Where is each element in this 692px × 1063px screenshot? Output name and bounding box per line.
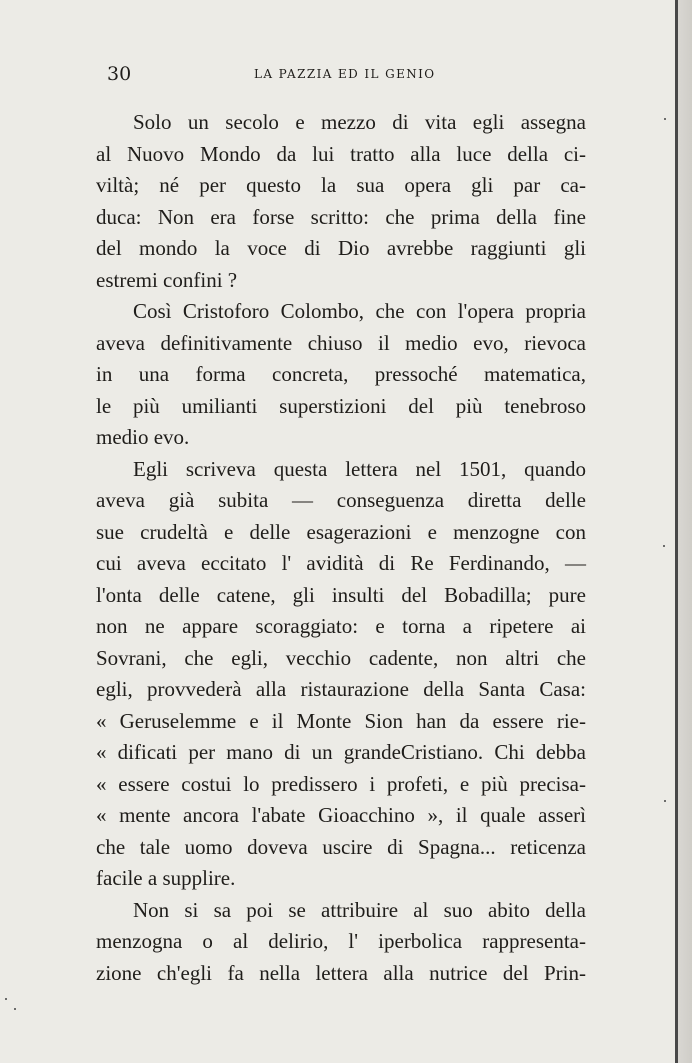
speck-mark: [663, 545, 665, 547]
page-edge-shadow: [678, 0, 692, 1063]
text-line: cui aveva eccitato l' avidità di Re Ferdinando, —: [96, 551, 586, 575]
text-line: zione ch'egli fa nella lettera alla nutrice del Prin-: [96, 960, 586, 985]
text-line: « dificati per mano di un grandeCristiano. Chi debba: [96, 740, 586, 764]
text-line: del mondo la voce di Dio avrebbe raggiunti gli: [96, 236, 586, 260]
text-line: sue crudeltà e delle esagerazioni e menzogne con: [96, 519, 586, 544]
page-edge-line: [675, 0, 678, 1063]
speck-mark: [664, 118, 666, 120]
text-line: viltà; né per questo la sua opera gli par ca-: [96, 173, 586, 197]
text-line: « Geruselemme e il Monte Sion han da essere rie-: [96, 708, 586, 733]
text-line: che tale uomo doveva uscire di Spagna... reticenza: [96, 834, 586, 859]
text-line: « essere costui lo predissero i profeti, e più precisa-: [96, 771, 586, 796]
text-line: estremi confini ?: [96, 267, 238, 292]
text-line: menzogna o al delirio, l' iperbolica rappresenta-: [96, 929, 586, 953]
text-line: non ne appare scoraggiato: e torna a ripetere ai: [96, 614, 586, 638]
text-line: aveva già subita — conseguenza diretta delle: [96, 488, 586, 512]
speck-mark: [664, 800, 666, 802]
speck-mark: [5, 998, 7, 1000]
text-line: in una forma concreta, pressoché matematica,: [96, 362, 586, 386]
text-line: Non si sa poi se attribuire al suo abito della: [133, 897, 586, 922]
text-line: Così Cristoforo Colombo, che con l'opera propria: [133, 299, 586, 323]
text-line: aveva definitivamente chiuso il medio evo, rievoca: [96, 330, 586, 355]
text-line: Egli scriveva questa lettera nel 1501, quando: [133, 456, 586, 481]
body-text: [96, 107, 586, 989]
text-line: Solo un secolo e mezzo di vita egli assegna: [133, 110, 586, 134]
page-number: 30: [107, 63, 132, 85]
text-line: duca: Non era forse scritto: che prima della fine: [96, 204, 586, 229]
page-header: [0, 62, 692, 86]
speck-mark: [14, 1008, 16, 1010]
text-line: le più umilianti superstizioni del più tenebroso: [96, 393, 586, 418]
text-line: Sovrani, che egli, vecchio cadente, non altri che: [96, 645, 586, 670]
text-line: al Nuovo Mondo da lui tratto alla luce della ci-: [96, 141, 586, 166]
text-line: egli, provvederà alla ristaurazione della Santa Casa:: [96, 677, 586, 701]
text-line: facile a supplire.: [96, 866, 236, 890]
text-line: l'onta delle catene, gli insulti del Bobadilla; pure: [96, 582, 586, 607]
text-line: medio evo.: [96, 425, 190, 449]
running-title: LA PAZZIA ED IL GENIO: [254, 67, 436, 81]
text-line: « mente ancora l'abate Gioacchino », il quale asserì: [96, 803, 586, 827]
